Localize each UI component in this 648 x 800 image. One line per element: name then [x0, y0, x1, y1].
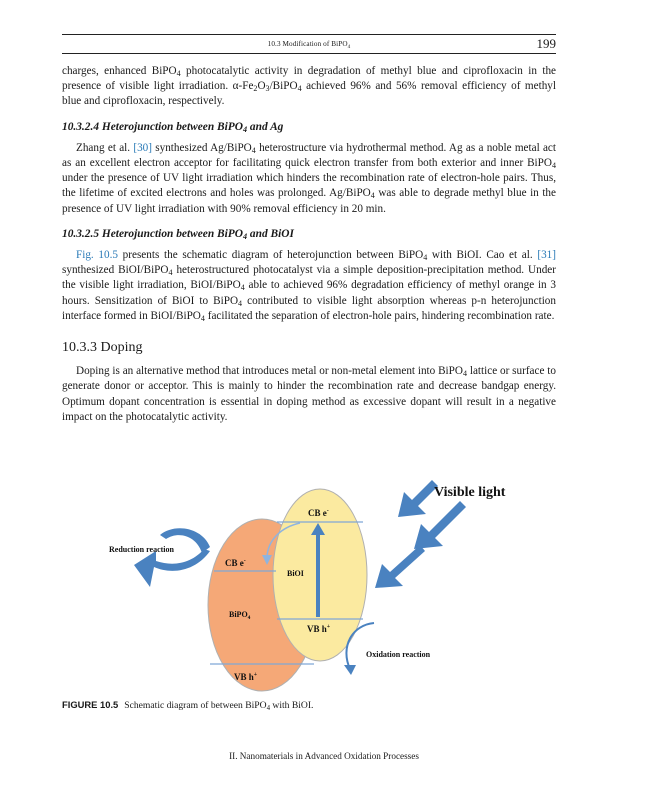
running-header: [62, 34, 556, 54]
body-text: [62, 64, 556, 425]
intro-paragraph: charges, enhanced BiPO$_4$ photocatalytic activity in degradation of methyl blue and ciprofloxacin in the presence of visible light irradiation. $\alpha-Fe_2O_3/BiPO_4$ achieved 96% and 56% removal efficiency of methyl blue and ciprofloxacin, respectively.: [62, 65, 557, 108]
section-heading-ag: 10.3.2.4 Heterojunction between BiPO$_4$ and Ag: [62, 120, 284, 134]
oxidation-reaction-label: Oxidation reaction: [366, 650, 431, 659]
heterojunction-diagram: [62, 475, 556, 695]
caption-label: FIGURE 10.5: [62, 699, 119, 710]
oxidation-arrow-head: [344, 665, 356, 675]
figure-caption: FIGURE 10.5 Schematic diagram of between BiPO$_4$ with BiOI.: [62, 699, 314, 712]
figure-10-5: [62, 475, 556, 695]
reduction-arrow-tail: [134, 549, 210, 587]
citation-link[interactable]: [30]: [133, 141, 152, 154]
doping-paragraph: Doping is an alternative method that introduces metal or non-metal element into BiPO$_4$ lattice or surface to generate donor or acceptor. This is mainly to hinder the recombination rate and decrease bandgap energy. Optimum dopant concentration is essential in doping method as excessive dopant will result in a negative impact on the photocatalytic activity.: [62, 365, 556, 423]
reduction-reaction-label: Reduction reaction: [109, 545, 174, 554]
bipo4-label: BiPO$_4$: [229, 610, 251, 621]
bioi-paragraph: Fig. 10.5 presents the schematic diagram of heterojunction between BiPO$_4$ with BiOI. Cao et al. [31] synthesized BiOI/BiPO$_4$ heterostructured photocatalyst via a simple deposition-precipitation method. Under the visible light irradiation, BiOI/BiPO$_4$ able to achieved 96% degradation efficiency of methyl orange in 3 hours. Sensitization of BiOI to BiPO$_4$ contributed to visible light absorption whereas p-n heterojunction interface formed in BiOI/BiPO$_4$ facilitated the separation of electron-hole pairs, hindering recombination rate.: [62, 249, 556, 323]
figure-link[interactable]: Fig. 10.5: [76, 249, 118, 262]
bioi-label: BiOI: [287, 569, 304, 578]
running-footer: II. Nanomaterials in Advanced Oxidation Processes: [229, 751, 419, 761]
citation-link[interactable]: [31]: [537, 249, 556, 262]
page-number: 199: [536, 36, 556, 51]
bipo4-cb-label: CB e-: [225, 558, 246, 568]
excitation-arrow-shaft: [316, 533, 320, 617]
running-title: 10.3 Modification of BiPO$_4$: [267, 40, 351, 50]
ag-paragraph: Zhang et al. [30] synthesized Ag/BiPO$_4$ heterostructure via hydrothermal method. Ag as a noble metal act as an excellent electron acceptor for facilitating quick electron transfer from both exterior and inner BiPO$_4$ under the presence of UV light irradiation which hinders the recombination rate of electron-hole pairs. Thus, the lifetime of excited electrons and holes was prolonged. Ag/BiPO$_4$ was able to degrade methyl blue in the presence of UV light irradiation with 90% removal efficiency in 20 min.: [62, 141, 556, 215]
visible-light-label: Visible light: [434, 485, 506, 500]
bipo4-vb-label: VB h+: [234, 672, 258, 682]
bioi-cb-label: CB e-: [308, 508, 329, 518]
section-heading-doping: 10.3.3 Doping: [62, 340, 143, 356]
section-heading-bioi: 10.3.2.5 Heterojunction between BiPO$_4$ and BiOI: [62, 227, 294, 241]
bioi-vb-label: VB h+: [307, 624, 331, 634]
